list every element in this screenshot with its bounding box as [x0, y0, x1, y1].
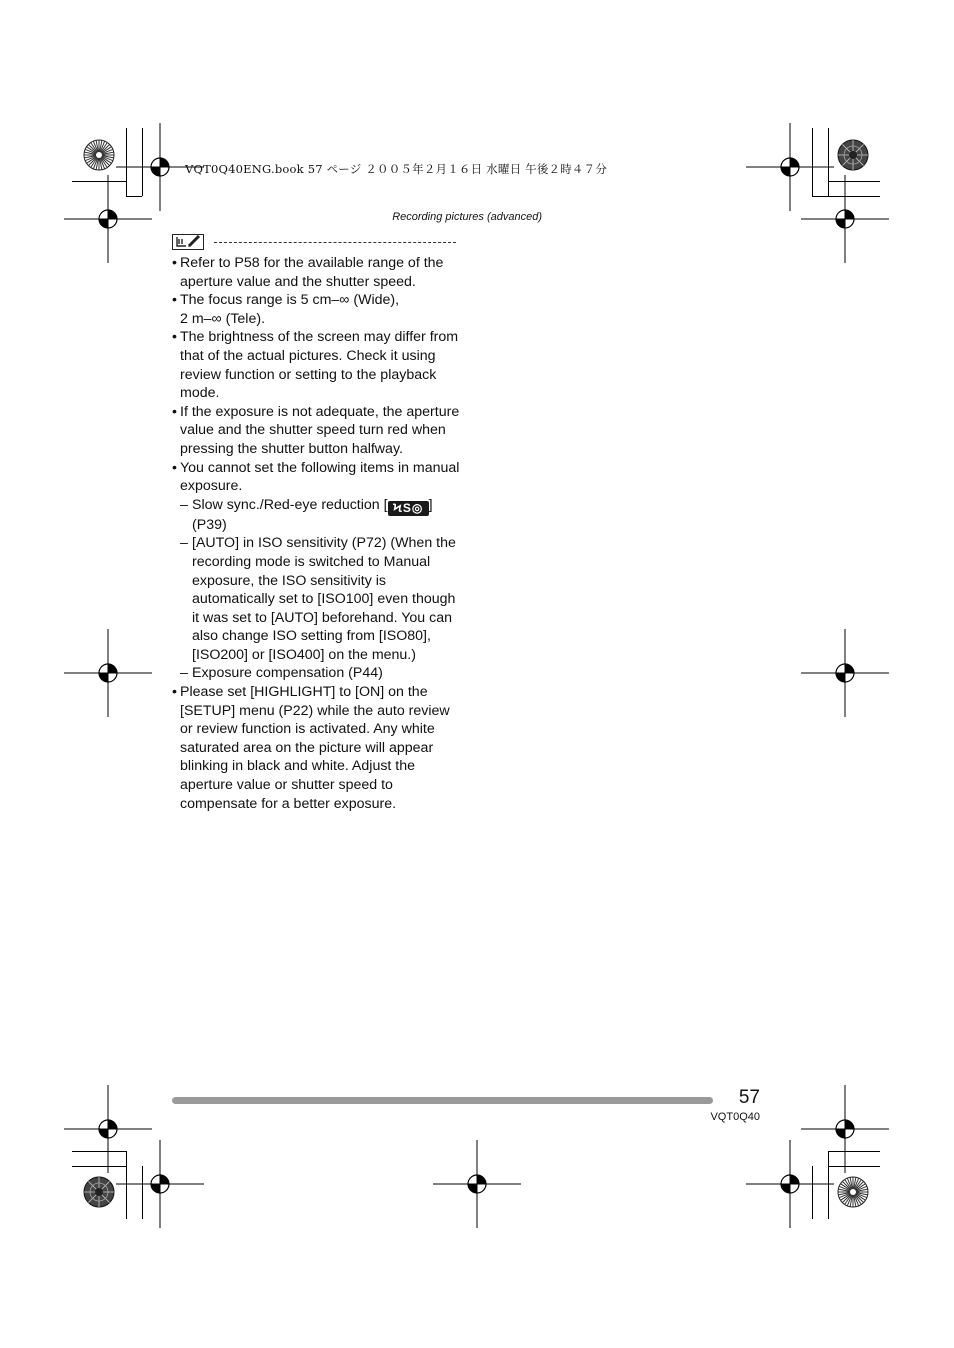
model-code: VQT0Q40 [710, 1111, 760, 1123]
dash-marker: – [180, 665, 188, 682]
list-item-line: 2 m–∞ (Tele). [180, 310, 266, 327]
page-number: 57 [738, 1087, 760, 1108]
dash-marker: – [180, 535, 188, 552]
notes-list [172, 254, 460, 813]
list-item: • If the exposure is not adequate, the aperture value and the shutter speed turn red when pressing the shutter button halfway. [172, 403, 460, 459]
file-stamp: VQT0Q40ENG.book 57 ページ ２００５年２月１６日 水曜日 午後２時４７分 [185, 162, 608, 176]
list-item: • Refer to P58 for the available range of the aperture value and the shutter speed. [172, 254, 460, 291]
bracket-close: ] [428, 496, 433, 513]
footer-bar [172, 1097, 713, 1104]
list-item-line: The focus range is 5 cm–∞ (Wide), [180, 292, 400, 309]
sub-item-slow-sync [172, 496, 460, 535]
list-item: • The brightness of the screen may differ from that of the actual pictures. Check it using review function or setting to the playback mode. [172, 328, 460, 402]
sub-item-text: [AUTO] in ISO sensitivity (P72) (When the recording mode is switched to Manual exposure, the ISO sensitivity is automatically set to [ISO100] even though it was set to [AUTO] beforehand. You can also change ISO setting from [ISO80], [ISO200] or [ISO400] on the menu.) [192, 535, 456, 663]
flash-slow-redeye-icon: ϞS◎ [388, 501, 429, 516]
list-item [172, 291, 460, 328]
sub-item-text: Exposure compensation (P44) [192, 665, 383, 682]
note-divider [214, 242, 456, 243]
sub-item-exposure-comp [172, 664, 460, 683]
list-item: • Please set [HIGHLIGHT] to [ON] on the [SETUP] menu (P22) while the auto review or review function is activated. Any white saturated area on the picture will appear blinking in black and white. Adjust the aperture value or shutter speed to compensate for a better exposure. [172, 683, 460, 813]
memo-pencil-icon [172, 234, 204, 250]
running-head: Recording pictures (advanced) [392, 211, 542, 223]
page-ref: (P39) [192, 516, 227, 533]
dash-marker: – [180, 496, 188, 513]
list-item: • You cannot set the following items in manual exposure. [172, 459, 460, 496]
sub-item-auto-iso [172, 534, 460, 664]
sub-item-text: Slow sync./Red-eye reduction [ [192, 496, 388, 513]
